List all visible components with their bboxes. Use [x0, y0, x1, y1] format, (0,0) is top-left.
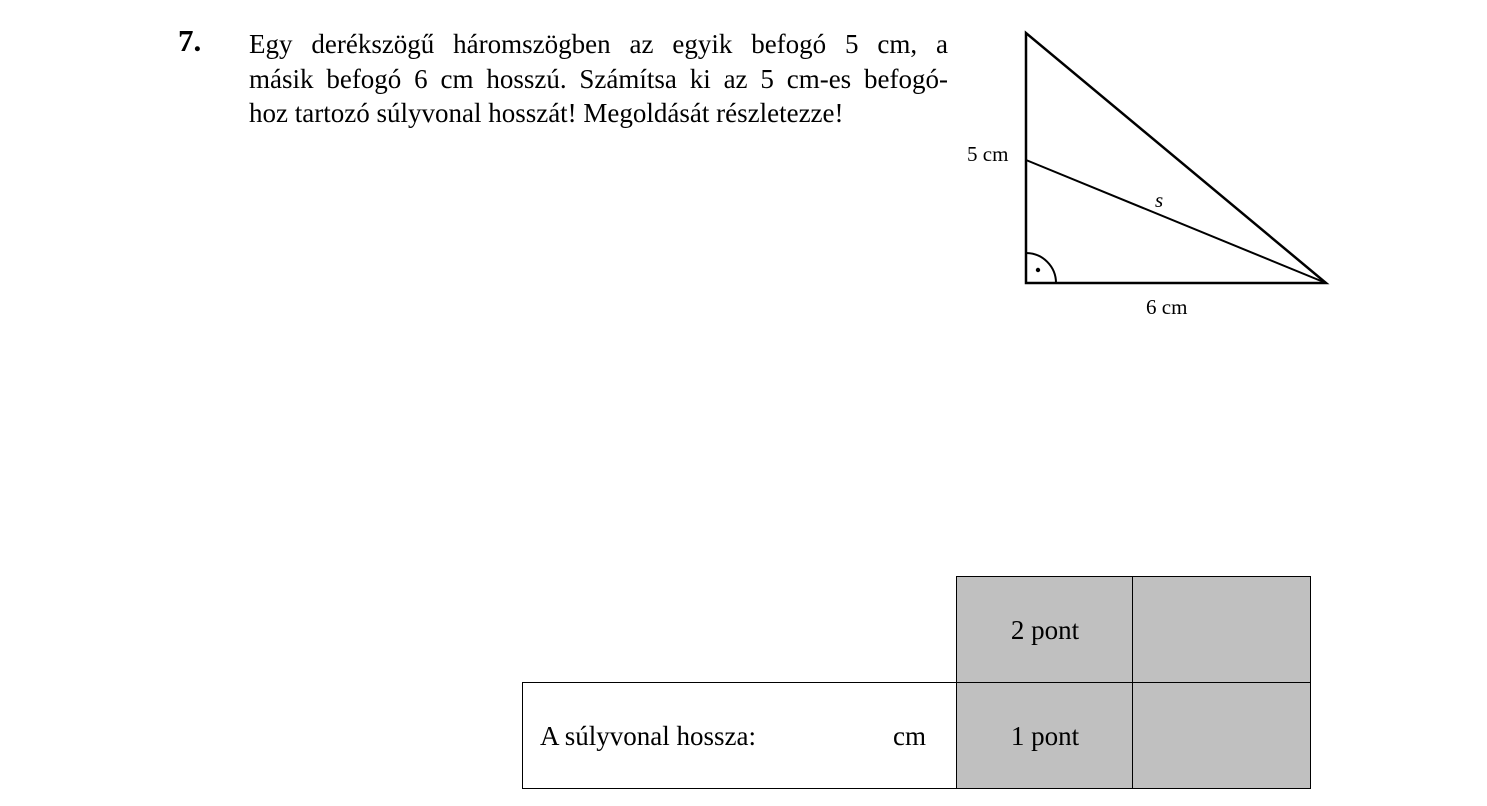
answer-unit: cm	[893, 721, 926, 751]
label-5cm: 5 cm	[967, 142, 1009, 166]
question-number: 7.	[178, 23, 202, 58]
right-triangle	[1026, 33, 1326, 283]
label-6cm: 6 cm	[1146, 295, 1188, 319]
median-line	[1026, 160, 1326, 283]
right-angle-dot	[1036, 268, 1040, 272]
label-s: s	[1155, 188, 1164, 212]
right-angle-mark	[1026, 253, 1056, 283]
question-line-2: másik befogó 6 cm hosszú. Számítsa ki az 5 cm-es befogó-	[249, 63, 948, 94]
answer-label: A súlyvonal hossza:	[540, 721, 756, 751]
points-label-1: 2 pont	[1010, 615, 1080, 645]
question-line-1: Egy derékszögű háromszögben az egyik befogó 5 cm, a	[249, 29, 948, 59]
score-cell-1	[1132, 576, 1311, 684]
question-line-3: hoz tartozó súlyvonal hosszát! Megoldását részletezze!	[249, 98, 844, 128]
score-cell-2	[1132, 682, 1311, 789]
answer-cell	[522, 682, 958, 789]
points-cell-2	[956, 682, 1134, 789]
points-cell-1	[956, 576, 1134, 684]
points-label-2: 1 pont	[1010, 721, 1080, 751]
